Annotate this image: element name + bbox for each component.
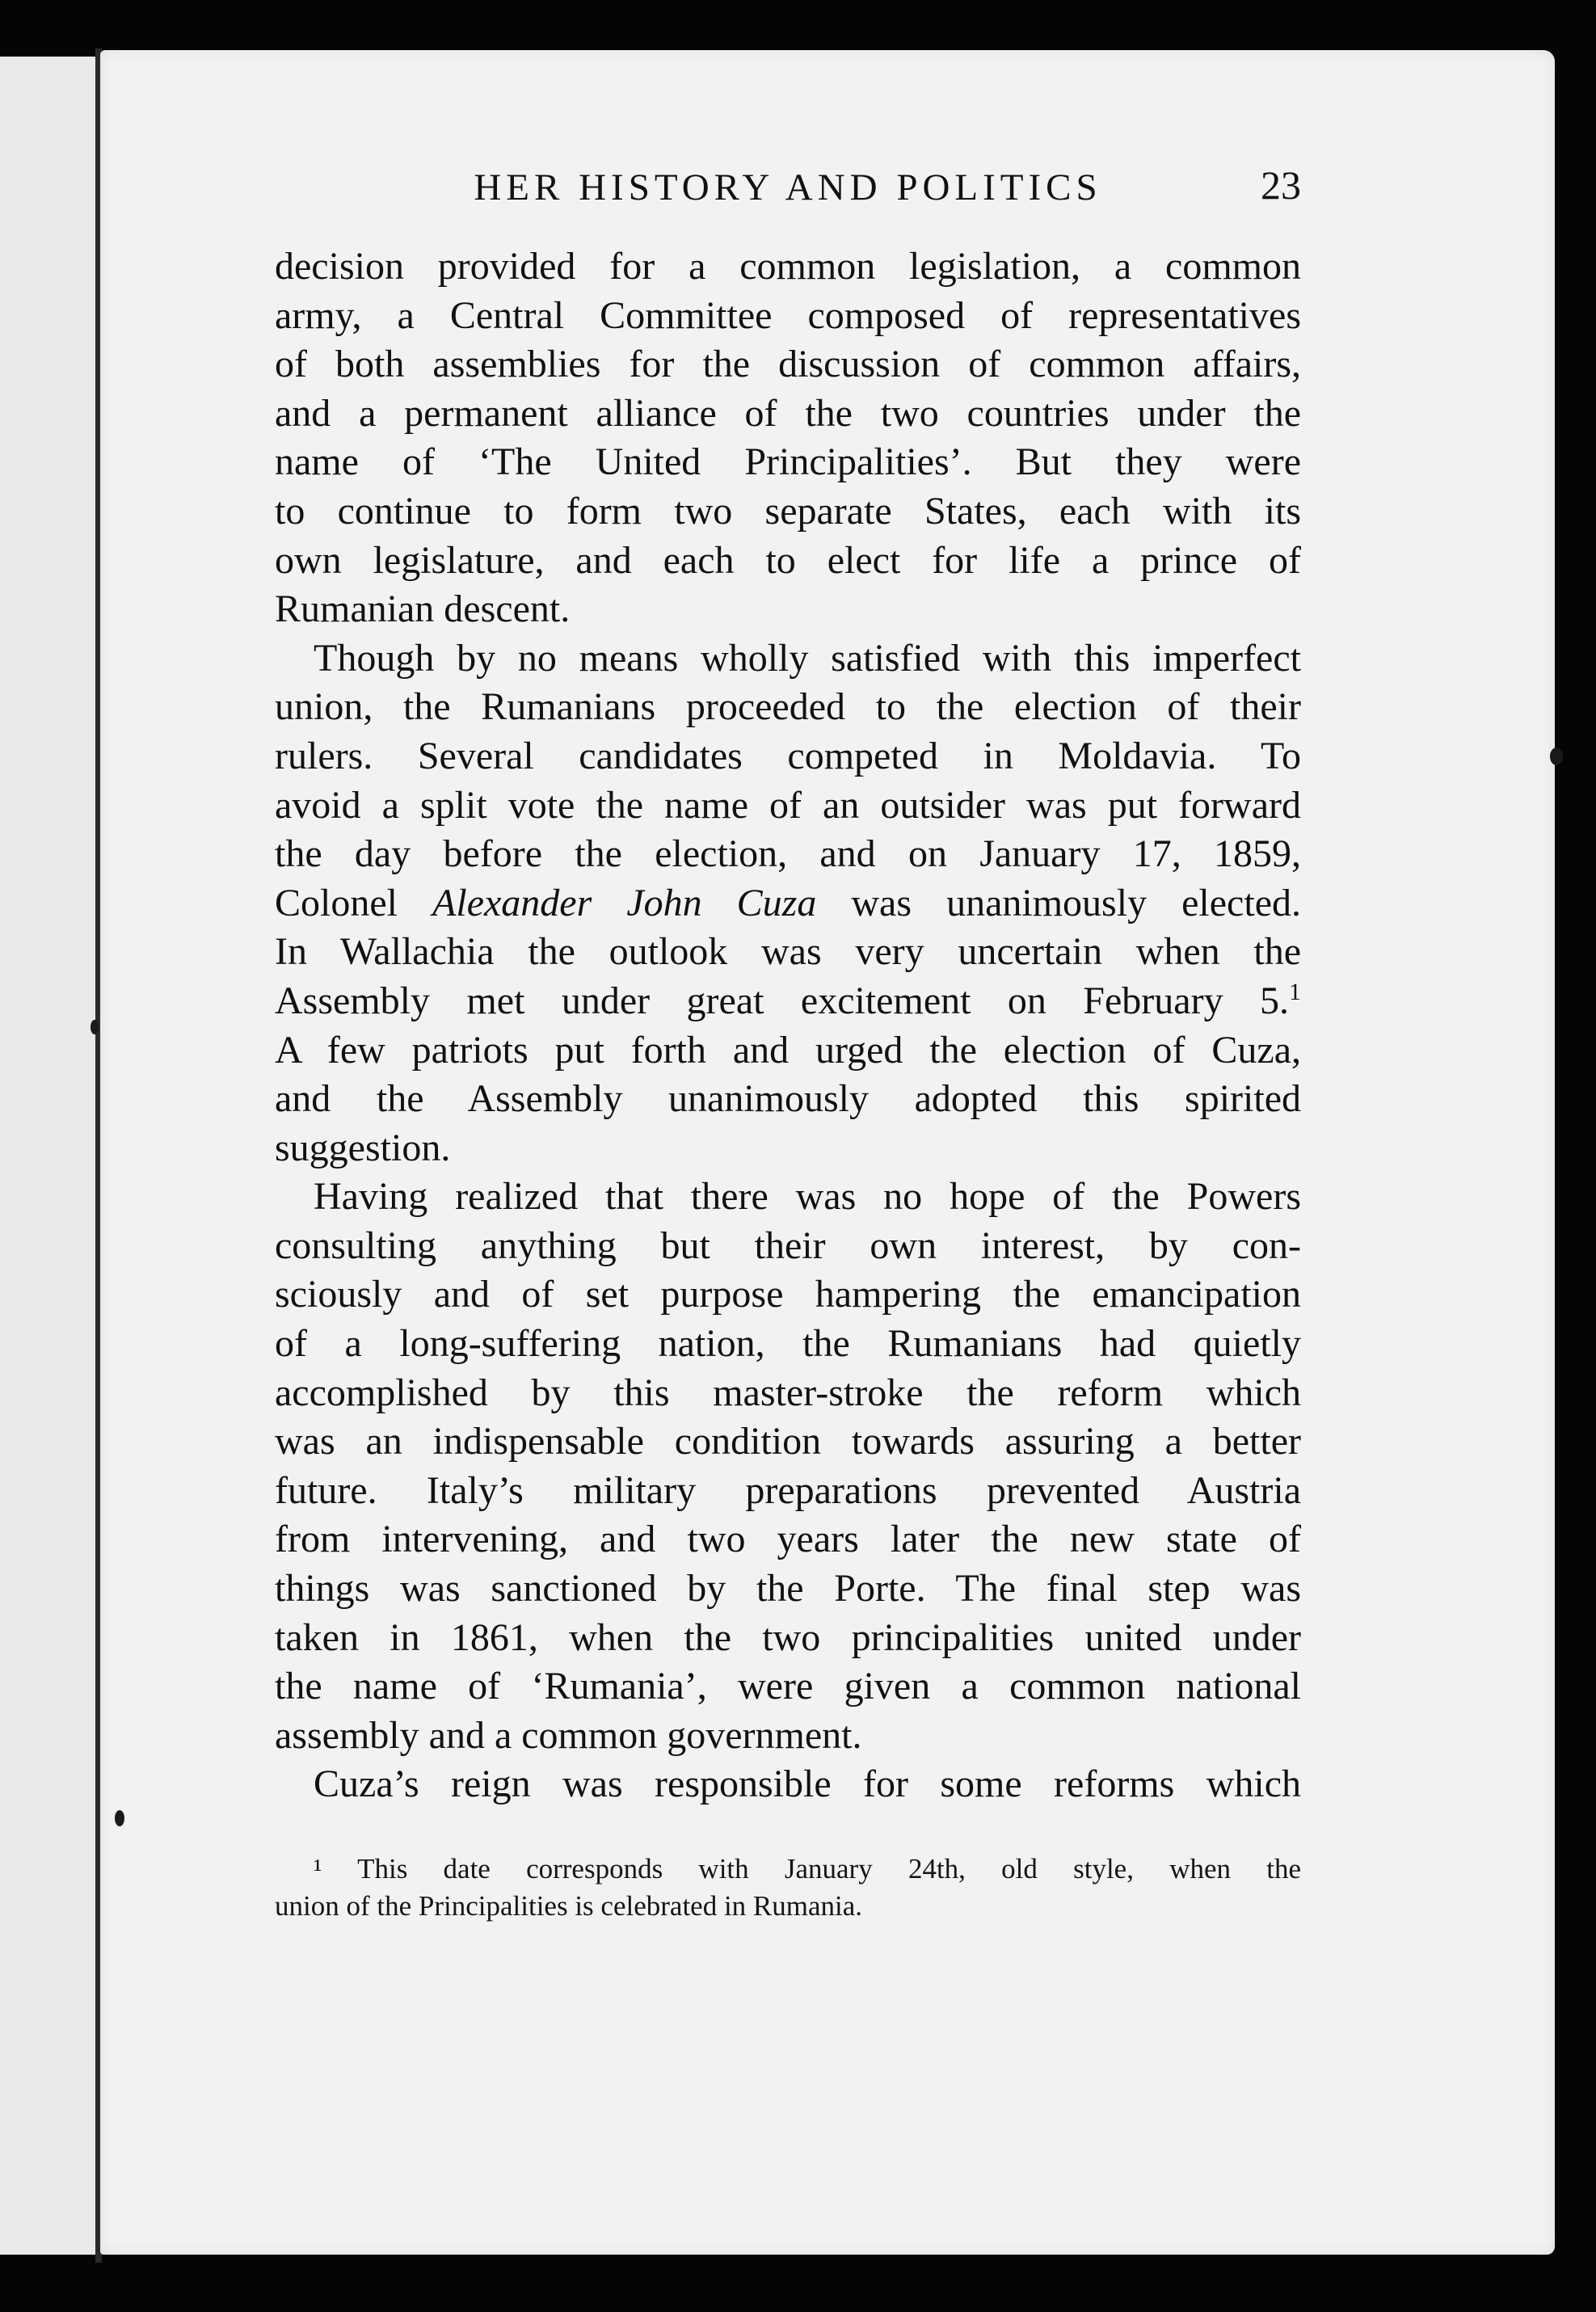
text-fragment: was unanimously elected. — [816, 881, 1301, 924]
text-line: Cuza’s reign was responsible for some reforms which — [314, 1762, 1301, 1806]
text-line: Having realized that there was no hope of the Powers — [314, 1175, 1301, 1219]
text-line: name of ‘The United Principalities’. But they were — [275, 440, 1301, 484]
text-line: future. Italy’s military preparations prevented Austria — [275, 1468, 1301, 1512]
text-line: assembly and a common government. — [275, 1713, 862, 1757]
text-fragment: Colonel — [275, 881, 433, 924]
text-line: from intervening, and two years later the new state of — [275, 1518, 1301, 1561]
text-line: rulers. Several candidates competed in Moldavia. To — [275, 734, 1301, 777]
text-line: was an indispensable condition towards assuring a better — [275, 1420, 1301, 1463]
text-line: taken in 1861, when the two principalities united under — [275, 1615, 1301, 1659]
text-line: sciously and of set purpose hampering the emancipation — [275, 1273, 1301, 1316]
text-line: decision provided for a common legislation, a common — [275, 245, 1301, 288]
facing-page-edge — [0, 57, 95, 2255]
body-text — [275, 242, 1301, 1809]
text-line: to continue to form two separate States, each with its — [275, 489, 1301, 533]
text-line: avoid a split vote the name of an outsider was put forward — [275, 783, 1301, 827]
text-line: of both assemblies for the discussion of common affairs, — [275, 343, 1301, 386]
text-line: In Wallachia the outlook was very uncertain when the — [275, 930, 1301, 974]
footnote-line: union of the Principalities is celebrated in Rumania. — [275, 1890, 863, 1922]
margin-blot-mark — [115, 1810, 124, 1826]
text-line: things was sanctioned by the Porte. The final step was — [275, 1567, 1301, 1611]
text-line: and the Assembly unanimously adopted this spirited — [275, 1077, 1301, 1121]
text-line: A few patriots put forth and urged the election of Cuza, — [275, 1028, 1301, 1072]
text-line: Though by no means wholly satisfied with this imperfect — [314, 636, 1301, 680]
running-title: HER HISTORY AND POLITICS — [474, 166, 1102, 208]
text-line — [275, 977, 1301, 1026]
margin-blot-mark — [1550, 748, 1563, 765]
footnote-reference: 1 — [1289, 978, 1301, 1005]
text-line: suggestion. — [275, 1126, 451, 1169]
text-line: of a long-suffering nation, the Rumanians had quietly — [275, 1322, 1301, 1366]
text-line: and a permanent alliance of the two countries under the — [275, 391, 1301, 435]
text-line: Rumanian descent. — [275, 587, 571, 631]
footnote-line: ¹ This date corresponds with January 24th, old style, when the — [314, 1853, 1301, 1885]
text-line: union, the Rumanians proceeded to the election of their — [275, 685, 1301, 729]
text-line: army, a Central Committee composed of representatives — [275, 293, 1301, 337]
margin-blot-mark — [91, 1020, 99, 1034]
italic-name: Alexander John Cuza — [432, 881, 817, 924]
text-line: the name of ‘Rumania’, were given a common national — [275, 1665, 1301, 1708]
footnote — [275, 1851, 1301, 1925]
text-line: consulting anything but their own interest, by con- — [275, 1223, 1301, 1267]
text-line: the day before the election, and on January 17, 1859, — [275, 832, 1301, 876]
text-fragment: Assembly met under great excitement on February 5. — [275, 979, 1289, 1022]
text-line: accomplished by this master-stroke the reform which — [275, 1371, 1301, 1414]
page-number: 23 — [1261, 162, 1301, 208]
text-line — [275, 879, 1301, 929]
text-line: own legislature, and each to elect for life a prince of — [275, 538, 1301, 582]
